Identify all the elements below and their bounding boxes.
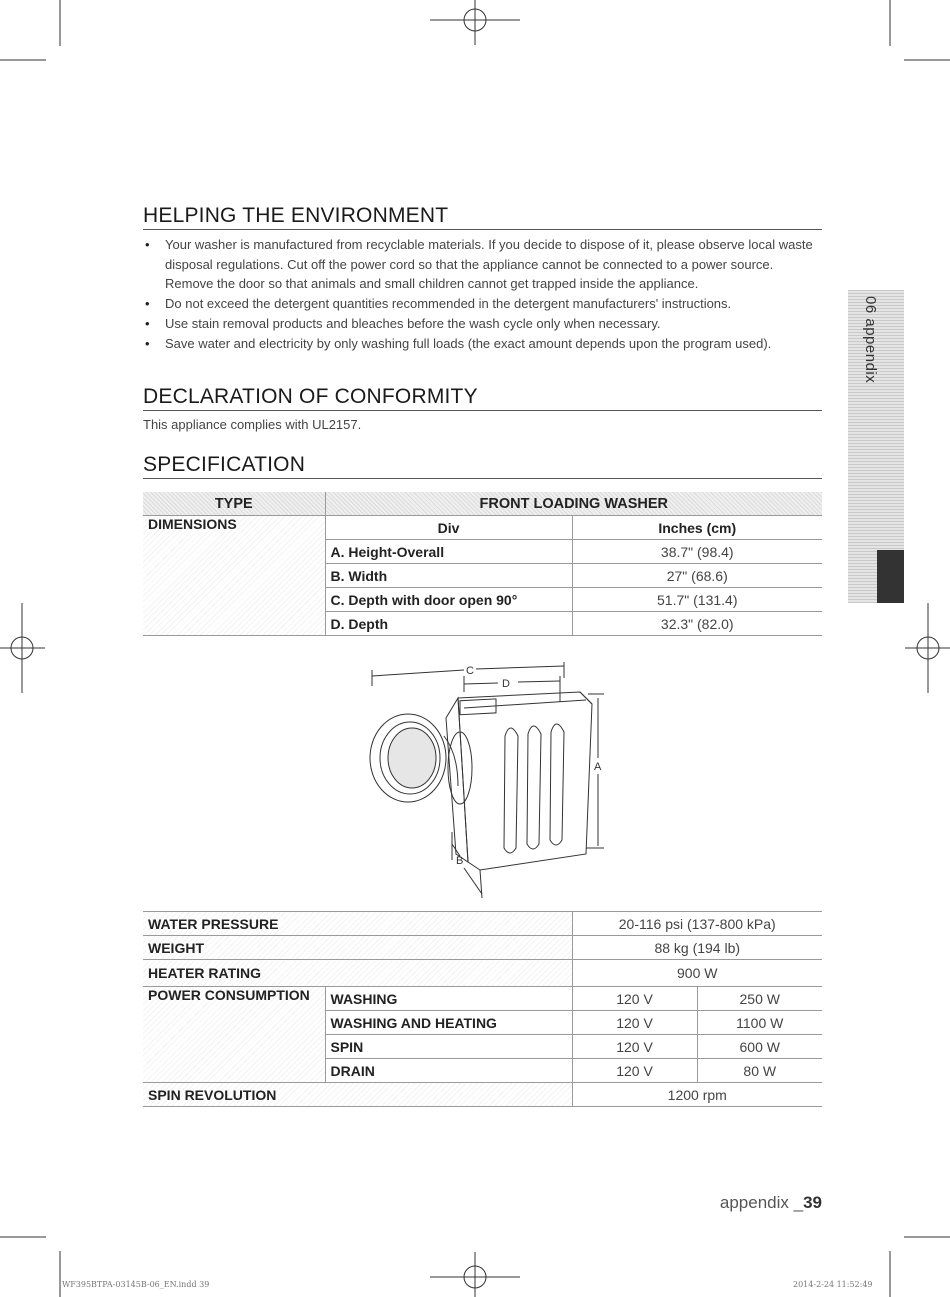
conformity-heading: DECLARATION OF CONFORMITY [143, 385, 822, 411]
side-tab-marker [877, 550, 904, 603]
page-number [720, 1193, 822, 1213]
label-d: D [502, 678, 510, 690]
slug-file: WF395BTPA-03145B-06_EN.indd 39 [62, 1280, 210, 1289]
dim-value: 38.7" (98.4) [572, 540, 822, 564]
power-volt: 120 V [572, 987, 697, 1011]
spec-table [143, 911, 822, 1107]
table-row [143, 1083, 822, 1107]
environment-list [143, 235, 813, 354]
power-mode: SPIN [325, 1035, 572, 1059]
water-pressure-label: WATER PRESSURE [143, 912, 572, 936]
dim-name: A. Height-Overall [325, 540, 572, 564]
table-row [143, 936, 822, 960]
power-mode: DRAIN [325, 1059, 572, 1083]
power-watt: 80 W [697, 1059, 822, 1083]
heater-value: 900 W [572, 960, 822, 987]
table-row [143, 912, 822, 936]
list-item: • Save water and electricity by only washing full loads (the exact amount depends upon the program used). [143, 334, 813, 354]
page-number-value: 39 [803, 1193, 822, 1212]
power-watt: 250 W [697, 987, 822, 1011]
list-item: • Do not exceed the detergent quantities recommended in the detergent manufacturers' instructions. [143, 294, 813, 314]
washer-dimension-diagram [360, 658, 610, 903]
power-volt: 120 V [572, 1011, 697, 1035]
dim-value: 51.7" (131.4) [572, 588, 822, 612]
environment-heading: HELPING THE ENVIRONMENT [143, 204, 822, 230]
page-word: appendix _ [719, 1193, 804, 1212]
type-value: FRONT LOADING WASHER [325, 492, 822, 516]
dimensions-table [143, 492, 822, 636]
dim-name: D. Depth [325, 612, 572, 636]
spin-label: SPIN REVOLUTION [143, 1083, 572, 1107]
specification-heading: SPECIFICATION [143, 453, 822, 479]
weight-value: 88 kg (194 lb) [572, 936, 822, 960]
power-label: POWER CONSUMPTION [143, 987, 325, 1083]
dimensions-label: DIMENSIONS [143, 516, 325, 636]
slug-date: 2014-2-24 11:52:49 [793, 1280, 873, 1289]
list-item: • Your washer is manufactured from recyclable materials. If you decide to dispose of it, please observe local waste disposal regulations. Cut off the power cord so that the appliance cannot be connected to a power source. Remove the door so that animals and small children cannot get trapped inside the appliance. [143, 235, 813, 294]
dim-value: 27" (68.6) [572, 564, 822, 588]
power-volt: 120 V [572, 1059, 697, 1083]
heater-label: HEATER RATING [143, 960, 572, 987]
type-label: TYPE [143, 492, 325, 516]
power-watt: 1100 W [697, 1011, 822, 1035]
dim-name: C. Depth with door open 90° [325, 588, 572, 612]
dim-name: B. Width [325, 564, 572, 588]
power-mode: WASHING [325, 987, 572, 1011]
spin-value: 1200 rpm [572, 1083, 822, 1107]
weight-label: WEIGHT [143, 936, 572, 960]
label-c: C [466, 665, 474, 677]
power-mode: WASHING AND HEATING [325, 1011, 572, 1035]
table-row [143, 516, 822, 540]
list-item: • Use stain removal products and bleaches before the wash cycle only when necessary. [143, 314, 813, 334]
conformity-text: This appliance complies with UL2157. [143, 417, 362, 432]
power-volt: 120 V [572, 1035, 697, 1059]
label-b: B [456, 855, 464, 867]
dim-value: 32.3" (82.0) [572, 612, 822, 636]
table-row [143, 987, 822, 1011]
water-pressure-value: 20-116 psi (137-800 kPa) [572, 912, 822, 936]
dim-col-div: Div [325, 516, 572, 540]
table-row [143, 960, 822, 987]
power-watt: 600 W [697, 1035, 822, 1059]
dim-col-inches: Inches (cm) [572, 516, 822, 540]
label-a: A [594, 761, 602, 773]
side-tab-label: 06 appendix [862, 296, 879, 384]
